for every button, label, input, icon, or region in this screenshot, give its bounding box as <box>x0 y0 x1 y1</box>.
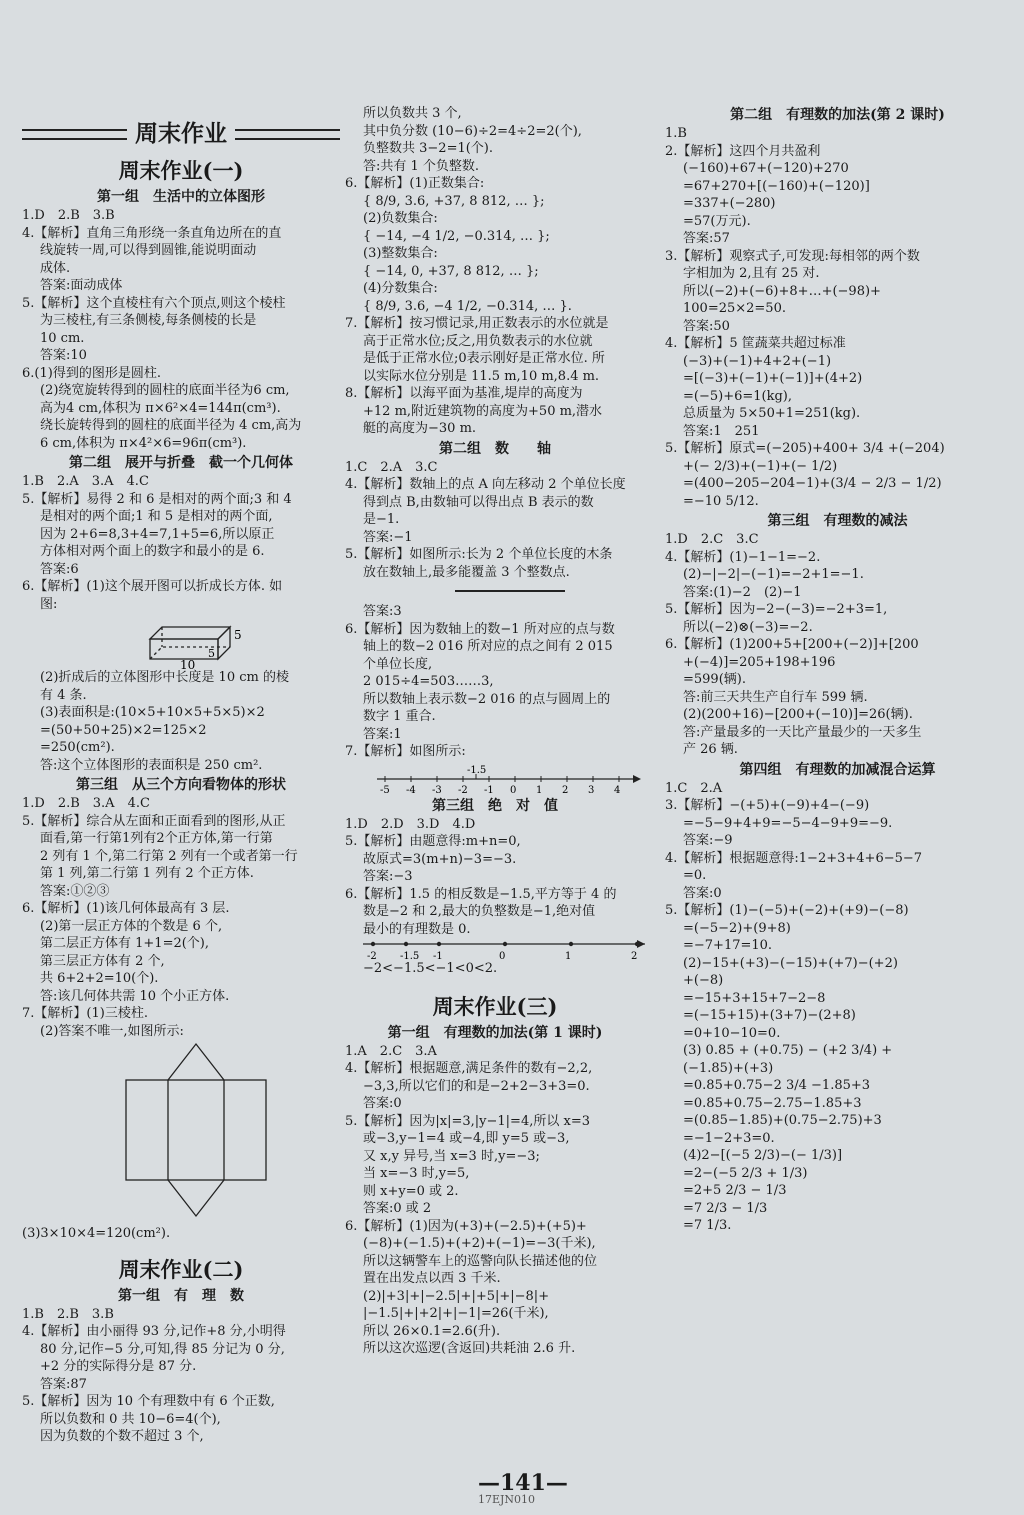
answer-block <box>22 669 340 774</box>
answer-line: 答案:−3 <box>363 869 413 884</box>
answer-line: 6.【解析】(1)200+5+[200+(−2)]+[200 <box>665 637 919 652</box>
tick-label: -2 <box>458 784 468 795</box>
answer-line: +(− 2/3)+(−1)+(− 1/2) <box>683 458 838 474</box>
group-title: 第二组 数 轴 <box>439 440 551 457</box>
answer-line: 得到点 B,由数轴可以得出点 B 表示的数 <box>363 494 594 510</box>
answer-line: 6.【解析】(1)正数集合: <box>345 176 485 191</box>
answer-line: 答案:0 <box>683 885 722 901</box>
answer-line: 以实际水位分别是 11.5 m,10 m,8.4 m. <box>363 368 600 384</box>
tick-label: -3 <box>432 784 442 795</box>
answer-line: =0.85+0.75−2 3/4 −1.85+3 <box>683 1078 871 1093</box>
answer-line: (2)答案不唯一,如图所示: <box>40 1023 184 1039</box>
answer-line: 5.【解析】由题意得:m+n=0, <box>345 834 521 849</box>
answer-line: 第 1 列,第二行第 1 列有 2 个正方体. <box>40 866 254 881</box>
answer-line: 1.B <box>665 126 687 141</box>
tick-label: -1 <box>484 784 494 795</box>
group-title: 第一组 有理数的加法(第 1 课时) <box>387 1024 603 1041</box>
answer-line: 1.D 2.B 3.A 4.C <box>22 796 150 811</box>
answer-line: 答案:3 <box>363 604 402 619</box>
tick-label: -2 <box>367 951 377 960</box>
answer-line: 1.D 2.C 3.C <box>665 532 759 547</box>
answer-line: 100=25×2=50. <box>683 301 786 316</box>
answer-line: 方体相对两个面上的数字和最小的是 6. <box>40 544 265 559</box>
tick-label: 0 <box>510 784 517 795</box>
answer-line: 6.【解析】(1)因为(+3)+(−2.5)+(+5)+ <box>345 1218 587 1234</box>
answer-line: 所以(−2)⊗(−3)=−2. <box>683 619 813 635</box>
answer-line: 因为 2+6=8,3+4=7,1+5=6,所以原正 <box>40 526 275 542</box>
inequality-caption: −2<−1.5<−1<0<2. <box>363 961 498 976</box>
group-title: 第三组 有理数的减法 <box>767 513 908 529</box>
answer-line: 因为负数的个数不超过 3 个, <box>40 1429 204 1444</box>
answer-line: (3) 0.85 + (+0.75) − (+2 3/4) + <box>683 1043 893 1058</box>
answer-line: 成体. <box>40 260 71 276</box>
answer-line: 6.(1)得到的图形是圆柱. <box>22 365 161 381</box>
answer-line: 1.D 2.B 3.B <box>22 208 115 223</box>
answer-block <box>345 603 645 761</box>
answer-line: 1.B 2.A 3.A 4.C <box>22 474 149 489</box>
answer-block <box>345 816 645 939</box>
answer-line: 所以(−2)+(−6)+8+…+(−98)+ <box>683 283 881 299</box>
answer-line: 产 26 辆. <box>683 742 738 757</box>
answer-line: (4)分数集合: <box>363 281 438 296</box>
answer-line: 5.【解析】因为|x|=3,|y−1|=4,所以 x=3 <box>345 1113 590 1129</box>
group-title: 第二组 展开与折叠 截一个几何体 <box>69 455 293 471</box>
answer-line: 轴上的数−2 016 所对应的点之间有 2 015 <box>363 639 613 654</box>
answer-line: 共 6+2+2=10(个). <box>40 971 159 986</box>
section-banner <box>22 116 340 152</box>
answer-line: 答案:−1 <box>363 529 413 545</box>
answer-line: 1.B 2.B 3.B <box>22 1306 114 1322</box>
answer-line: (2)绕宽旋转得到的圆柱的底面半径为6 cm, <box>40 383 290 398</box>
answer-line: 放在数轴上,最多能覆盖 3 个整数点. <box>363 564 570 580</box>
answer-line: 绕长旋转得到的圆柱的底面半径为 4 cm,高为 <box>40 418 302 433</box>
answer-line: 高为4 cm,体积为 π×6²×4=144π(cm³). <box>40 400 281 416</box>
wood-strip-figure <box>345 581 645 603</box>
answer-line: (4)2−[(−5 2/3)−(− 1/3)] <box>683 1148 843 1163</box>
answer-line: (2)折成后的立体图形中长度是 10 cm 的棱 <box>40 670 289 685</box>
answer-line: 答案:57 <box>683 231 730 246</box>
answer-line: 1.C 2.A <box>665 780 723 796</box>
tick-label: -5 <box>380 784 390 795</box>
tick-label: 4 <box>614 784 621 795</box>
tick-label: 1 <box>536 784 543 795</box>
answer-line: 答案:0 <box>363 1096 402 1111</box>
answer-line: { 8/9, 3.6, −4 1/2, −0.314, … }. <box>363 298 572 314</box>
answer-line: (3)3×10×4=120(cm²). <box>22 1226 171 1241</box>
answer-line: 答:这个立体图形的表面积是 250 cm². <box>40 757 263 773</box>
answer-block <box>22 473 340 613</box>
answer-line: 所以数轴上表示数−2 016 的点与圆周上的 <box>363 691 611 707</box>
answer-line: −3,3,所以它们的和是−2+2−3+3=0. <box>363 1078 590 1094</box>
answer-line: 答案:−9 <box>683 833 733 848</box>
banner-rule-left <box>22 129 127 140</box>
answer-line: 答案:6 <box>40 561 79 577</box>
answer-line: 4.【解析】由小丽得 93 分,记作+8 分,小明得 <box>22 1324 286 1339</box>
answer-line: (2)(200+16)−[200+(−10)]=26(辆). <box>683 707 913 722</box>
answer-line: =(−5−2)+(9+8) <box>683 920 791 936</box>
answer-line: 2.【解析】这四个月共盈利 <box>665 143 821 159</box>
answer-line: =2+5 2/3 − 1/3 <box>683 1183 787 1198</box>
answer-line: 6 cm,体积为 π×4²×6=96π(cm³). <box>40 435 247 451</box>
answer-line: (2)负数集合: <box>363 211 438 226</box>
answer-line: 6.【解析】1.5 的相反数是−1.5,平方等于 4 的 <box>345 886 617 902</box>
answer-line: =−1−2+3=0. <box>683 1130 775 1146</box>
answer-line: =−15+3+15+7−2−8 <box>683 990 826 1006</box>
box-length-label: 10 <box>180 658 196 669</box>
answer-line: 7.【解析】如图所示: <box>345 744 466 759</box>
answer-line: 是−1. <box>363 512 400 527</box>
tick-label: -1.5 <box>400 951 420 960</box>
answer-line: =0.85+0.75−2.75−1.85+3 <box>683 1095 862 1111</box>
answer-line: 2 列有 1 个,第二行第 2 列有一个或者第一行 <box>40 848 298 864</box>
answer-block <box>345 1043 645 1358</box>
answer-line: (3)整数集合: <box>363 246 438 261</box>
answer-line: 1.C 2.A 3.C <box>345 459 438 475</box>
answer-line: 答案:(1)−2 (2)−1 <box>683 584 802 600</box>
answer-line: 答案:87 <box>40 1376 87 1392</box>
column-3 <box>665 104 1010 1235</box>
answer-line: =[(−3)+(−1)+(−1)]+(4+2) <box>683 371 863 386</box>
tick-label: 1 <box>565 951 572 960</box>
answer-line: (−8)+(−1.5)+(+2)+(−1)=−3(千米), <box>363 1236 596 1251</box>
number-line-1 <box>345 761 645 795</box>
answer-line: 图: <box>40 596 58 612</box>
answer-line: 4.【解析】直角三角形绕一条直角边所在的直 <box>22 225 282 241</box>
answer-line: 1.D 2.D 3.D 4.D <box>345 816 476 832</box>
answer-line: +(−8) <box>683 973 724 988</box>
answer-line: 数字 1 重合. <box>363 709 436 724</box>
answer-line: 所以负数共 3 个, <box>363 106 462 121</box>
column-1 <box>22 100 340 1446</box>
answer-line: 总质量为 5×50+1=251(kg). <box>683 406 861 421</box>
answer-line: (−1.85)+(+3) <box>683 1060 774 1076</box>
answer-line: =0. <box>683 868 707 883</box>
answer-line: 第二层正方体有 1+1=2(个), <box>40 936 210 951</box>
tick-label: 0 <box>499 951 506 960</box>
answer-line: 高于正常水位;反之,用负数表示的水位就 <box>363 333 593 349</box>
answer-line: 答:产量最多的一天比产量最少的一天多生 <box>683 724 922 740</box>
column-2 <box>345 105 645 1358</box>
answer-line: 5.【解析】如图所示:长为 2 个单位长度的木条 <box>345 547 613 562</box>
box-depth-label: 5 <box>208 647 215 660</box>
answer-line: +(−4)]=205+198+196 <box>683 654 836 670</box>
answer-line: |−1.5|+|+2|+|−1|=26(千米), <box>363 1306 549 1321</box>
answer-line: 80 分,记作−5 分,可知,得 85 分记为 0 分, <box>40 1341 285 1357</box>
answer-block <box>345 459 645 582</box>
answer-line: 面看,第一行第1列有2个正方体,第一行第 <box>40 831 273 846</box>
answer-line: =250(cm²). <box>40 740 115 755</box>
answer-line: +12 m,附近建筑物的高度为+50 m,潜水 <box>363 403 603 419</box>
answer-line: (2)−|−2|−(−1)=−2+1=−1. <box>683 567 864 582</box>
answer-line: 字相加为 2,且有 25 对. <box>683 266 820 281</box>
marked-point-label: -1.5 <box>467 764 487 776</box>
week1-title: 周末作业(一) <box>118 158 244 183</box>
tick-label: -1 <box>433 951 443 960</box>
answer-line: 所以这辆警车上的巡警向队长描述他的位 <box>363 1253 598 1269</box>
group-title: 第二组 有理数的加法(第 2 课时) <box>730 107 945 123</box>
answer-line: =−10 5/12. <box>683 493 759 509</box>
answer-line: 5.【解析】因为−2−(−3)=−2+3=1, <box>665 602 888 617</box>
group-title: 第三组 绝 对 值 <box>432 797 558 814</box>
answer-block <box>345 105 645 438</box>
answer-line: (2)−15+(+3)−(−15)+(+7)−(+2) <box>683 955 898 971</box>
answer-line: =7 2/3 − 1/3 <box>683 1200 768 1216</box>
answer-line: 4.【解析】(1)−1−1=−2. <box>665 549 821 565</box>
answer-line: 数是−2 和 2,最大的负整数是−1,绝对值 <box>363 904 596 919</box>
answer-line: 5.【解析】这个直棱柱有六个顶点,则这个棱柱 <box>22 295 286 311</box>
answer-line: 则 x+y=0 或 2. <box>363 1183 459 1199</box>
answer-block <box>22 1306 340 1446</box>
answer-line: 是相对的两个面;1 和 5 是相对的两个面, <box>40 509 273 524</box>
answer-line: 4.【解析】根据题意,满足条件的数有−2,2, <box>345 1061 593 1076</box>
answer-block <box>22 795 340 1040</box>
prism-net-figure <box>22 1040 322 1225</box>
week3-title: 周末作业(三) <box>432 993 558 1019</box>
answer-line: 答:共有 1 个负整数. <box>363 158 480 174</box>
tick-label: 3 <box>588 784 595 795</box>
answer-line: =(400−205−204−1)+(3/4 − 2/3 − 1/2) <box>683 476 942 491</box>
answer-line: =(0.85−1.85)+(0.75−2.75)+3 <box>683 1113 882 1128</box>
answer-line: =(50+50+25)×2=125×2 <box>40 722 207 738</box>
answer-line: =0+10−10=0. <box>683 1025 781 1041</box>
answer-line: 答案:①②③ <box>40 883 110 899</box>
answer-line: (−160)+67+(−120)+270 <box>683 161 849 176</box>
answer-block <box>665 531 1010 759</box>
box-height-label: 5 <box>234 628 242 642</box>
tick-label: 2 <box>562 784 569 795</box>
answer-line: 6.【解析】(1)这个展开图可以折成长方体. 如 <box>22 579 283 594</box>
answer-line: 所以 26×0.1=2.6(升). <box>363 1323 501 1339</box>
answer-line: 1.A 2.C 3.A <box>345 1043 437 1059</box>
answer-line: 最小的有理数是 0. <box>363 921 471 937</box>
answer-line: 答案:50 <box>683 318 730 334</box>
answer-line: 5.【解析】易得 2 和 6 是相对的两个面;3 和 4 <box>22 491 292 507</box>
answer-line: =−5−9+4+9=−5−4−9+9=−9. <box>683 815 893 831</box>
answer-line: =(−5)+6=1(kg), <box>683 388 793 404</box>
answer-line: 3.【解析】观察式子,可发现:每相邻的两个数 <box>665 248 920 264</box>
answer-line: 答:该几何体共需 10 个小正方体. <box>40 988 230 1004</box>
answer-line: 4.【解析】数轴上的点 A 向左移动 2 个单位长度 <box>345 477 626 492</box>
answer-line: 线旋转一周,可以得到圆锥,能说明面动 <box>40 243 257 258</box>
group-title: 第一组 有 理 数 <box>118 1287 244 1304</box>
answer-line: =2−(−5 2/3 + 1/3) <box>683 1165 808 1181</box>
answer-block <box>665 125 1010 510</box>
page-number: —141— <box>478 1470 568 1496</box>
answer-line: 所以负数和 0 共 10−6=4(个), <box>40 1411 221 1427</box>
answer-line: =7 1/3. <box>683 1218 732 1233</box>
answer-line: 有 4 条. <box>40 687 87 703</box>
group-title: 第四组 有理数的加减混合运算 <box>739 761 936 778</box>
answer-line: { −14, 0, +37, 8 812, … }; <box>363 263 539 279</box>
week2-title: 周末作业(二) <box>118 1256 244 1282</box>
answer-line: 又 x,y 异号,当 x=3 时,y=−3; <box>363 1148 540 1164</box>
answer-line: =(−15+15)+(3+7)−(2+8) <box>683 1008 856 1023</box>
answer-line: 8.【解析】以海平面为基准,堤岸的高度为 <box>345 386 583 401</box>
answer-line: 艇的高度为−30 m. <box>363 421 477 436</box>
answer-line: 负整数共 3−2=1(个). <box>363 141 494 156</box>
answer-line: =57(万元). <box>683 213 751 229</box>
answer-line: =337+(−280) <box>683 196 776 211</box>
answer-line: 其中负分数 (10−6)÷2=4÷2=2(个), <box>363 123 582 139</box>
answer-line: 故原式=3(m+n)−3=−3. <box>363 851 517 867</box>
answer-line: 第三层正方体有 2 个, <box>40 953 165 969</box>
answer-line: { −14, −4 1/2, −0.314, … }; <box>363 228 550 244</box>
answer-line: 10 cm. <box>40 330 85 346</box>
bottom-stamp: 17EJN010 <box>478 1493 536 1506</box>
answer-line: 所以这次巡逻(含返回)共耗油 2.6 升. <box>363 1341 576 1356</box>
answer-line: 答案:1 251 <box>683 423 760 439</box>
answer-line: (2)第一层正方体的个数是 6 个, <box>40 918 223 934</box>
cuboid-figure <box>22 613 322 669</box>
answer-line: 7.【解析】(1)三棱柱. <box>22 1006 148 1021</box>
group-title: 第一组 生活中的立体图形 <box>97 189 265 205</box>
answer-line: 是低于正常水位;0表示刚好是正常水位. 所 <box>363 351 605 366</box>
answer-line: 2 015÷4=503……3, <box>363 674 494 689</box>
answer-line: 5.【解析】因为 10 个有理数中有 6 个正数, <box>22 1394 275 1409</box>
answer-line: 3.【解析】−(+5)+(−9)+4−(−9) <box>665 798 870 813</box>
answer-line: (−3)+(−1)+4+2+(−1) <box>683 353 832 369</box>
answer-line: 个单位长度, <box>363 656 433 672</box>
answer-block <box>22 207 340 452</box>
answer-block <box>665 780 1010 1235</box>
answer-line: { 8/9, 3.6, +37, 8 812, … }; <box>363 193 545 209</box>
answer-line: 7.【解析】按习惯记录,用正数表示的水位就是 <box>345 316 609 331</box>
answer-line: =599(辆). <box>683 672 746 687</box>
answer-line: 5.【解析】原式=(−205)+400+ 3/4 +(−204) <box>665 441 945 456</box>
answer-line: +2 分的实际得分是 87 分. <box>40 1359 197 1374</box>
main-title: 周末作业 <box>135 120 227 148</box>
answer-line: 5.【解析】综合从左面和正面看到的图形,从正 <box>22 813 286 829</box>
answer-line: 6.【解析】(1)该几何体最高有 3 层. <box>22 901 230 916</box>
answer-line: 4.【解析】根据题意得:1−2+3+4+6−5−7 <box>665 850 923 866</box>
banner-rule-right <box>235 129 340 140</box>
answer-line: (2)|+3|+|−2.5|+|+5|+|−8|+ <box>363 1288 550 1304</box>
answer-line: =67+270+[(−160)+(−120)] <box>683 178 870 194</box>
answer-line: 4.【解析】5 筐蔬菜共超过标准 <box>665 336 846 351</box>
answer-line: 答:前三天共生产自行车 599 辆. <box>683 689 868 705</box>
answer-line: 置在出发点以西 3 千米. <box>363 1271 501 1286</box>
answer-line: (3)表面积是:(10×5+10×5+5×5)×2 <box>40 705 265 720</box>
group-title: 第三组 从三个方向看物体的形状 <box>76 777 286 793</box>
answer-line: 答案:10 <box>40 348 87 363</box>
tick-label: 2 <box>631 951 638 960</box>
answer-line: 6.【解析】因为数轴上的数−1 所对应的点与数 <box>345 621 615 637</box>
answer-line: 或−3,y−1=4 或−4,即 y=5 或−3, <box>363 1131 570 1146</box>
tick-label: -4 <box>406 784 416 795</box>
answer-line: 为三棱柱,有三条侧棱,每条侧棱的长是 <box>40 313 257 328</box>
answer-line: 5.【解析】(1)−(−5)+(−2)+(+9)−(−8) <box>665 903 909 918</box>
answer-line: 答案:面动成体 <box>40 278 123 293</box>
answer-line: 答案:1 <box>363 726 402 742</box>
answer-line: 答案:0 或 2 <box>363 1201 432 1216</box>
number-line-2 <box>345 938 645 960</box>
answer-line: =−7+17=10. <box>683 938 773 953</box>
answer-line: 当 x=−3 时,y=5, <box>363 1166 470 1181</box>
